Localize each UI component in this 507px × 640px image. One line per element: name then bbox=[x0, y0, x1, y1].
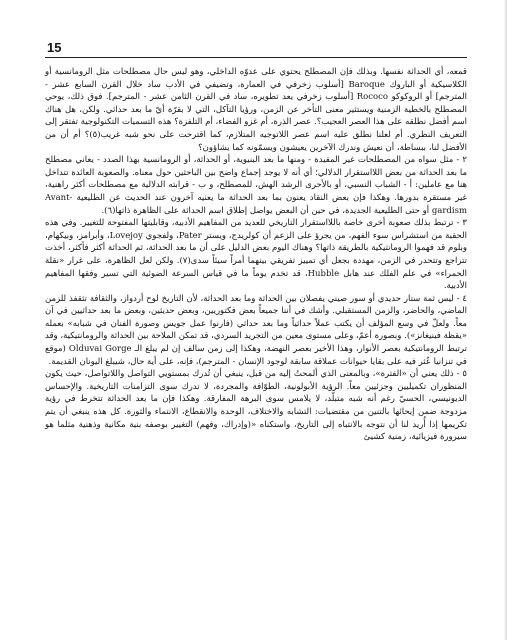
paragraph-5: ٥ - ذلك يعني أن «الفترة»، وبالمعنى الذي ألمحتُ إليه من قبل، ينبغي أن تُدرك بمستويي التواصل واللاتواصل، حيث يكون المنظوران تكميليين وجزئيين معاً. الرؤية الأبولونية، الطوّافة والمجردة، لا تدرك سوى التزامنات التاريخية. والإحساس الديونيسي، الحسيّ رغم أنه شبه متبلّد، لا يلامس سوى البرهة المفارقة. وهكذا فإن ما بعد الحداثة تتخرط في رؤية مزدوجة ضمن إيحائها بالتنين من مقتضيات: التشابه والاختلاف، الوحدة والانقطاع، الانتماء والثورة. كل هذه ينبغي أن يتم تكريمها إذا أُريد لنا أن نتوجه بالانتباه إلى التاريخ، واستكناه «(وإدراك، وفهم) التغيير بوصفه بنية مكانية وذهنية مثلما هو سيرورة فيزيائية، زمنية كشيئ bbox=[45, 369, 467, 443]
header-rule bbox=[45, 57, 467, 58]
paragraph-1: قمعه، أي الحداثة نفسها. وبذلك فإن المصطلح يحتوي على عدوّه الداخلي، وهو ليس حال مصطلحات مثل الرومانسية أو الكلاسيكية أو الباروك Baroque [أسلوب زخرفي في العمارة، وتضيفي في الأدب ساد خلال القرن السابع عشر - المترجم] أو الروكوكو Rococo [أسلوب زخرفي يعد تطويره، ساد في القرن الثامن عشر - المترجم]. فوق ذلك، يوحي المصطلح بالخطية الزمنية ويستثير معنى التأخر عن الزمن، ورؤيا التآكل، التي لا بقرّة أيّ ما بعد حداثي. ولكن، هل هناك اسم أفضل نطلقه على هذا العصر العجيب؟. عصر الذرة، أم غزو الفضاء، أم التلفزة؟ هذه التسميات التكنولوجية تفتقر إلى التعريف النظري. أم لعلنا نطلق عليه اسم عصر اللاتوجيه المتلازم، كما اقترحت على نحو شبه غريب(٥)؟ أم أن من الأفضل لنا، ببساطة، أن نعيش وندرك الآخرين يعيشون ويسمّونه كما يشاؤون؟ bbox=[45, 67, 468, 153]
page-number: 15 bbox=[47, 40, 62, 55]
paragraph-2: ٢ - مثل سواه من المصطلحات غير المقيدة - ومنها ما بعد البنيوية، أو الحداثة، أو الرومانسية بهذا الصدد - يعاني مصطلح ما بعد الحداثة من بعض اللااستقرار الدلالي؛ أي أنه لا يوجد إجماع واضح بين الباحثين حول معناه. والصعوبة العائدة تتداخل هنا مع عاملين: أ - الشباب النسبي، أو بالأحرى الرشد الهش، للمصطلح، و ب - قرابته الدلالية مع مصطلحات أكثر راهنية، غير مستقرة بدورها. وهكذا فإن بعض النقاد يعنون بما بعد الحداثة ما يعنيه آخرون عند الحديث عن الطليعية Avant-gardism أو حتى الطليعية الجديدة، في حين أن البعض يواصل إطلاق اسم الحداثة على الظاهرة ذاتها(٦). bbox=[45, 155, 467, 216]
body-text bbox=[45, 66, 467, 444]
paragraph-3: ٣ - ترتبط بذلك صعوبة أخرى خاصة باللااستقرار التاريخي للعديد من المفاهيم الأدبية، وقابليتها المفتوحة للتغيير. وفي هذه الحقبة من استشراس سوء الفهم، من يجرؤ على الزعم أن كولريدج، ويستر Pater، ولفجوي Lovejoy، وأبرامز، وبيكهام، وبلوم قد فهموا الرومانتيكية بالطريقة ذاتها؟ وهناك اليوم بعض الدليل على أن ما بعد الحداثة، ثم الحداثة أكثر فأكثر، أخذت تتراجع وتتحدر في الزمن، مهددة بجعل أي تمييز تفريقي بينهما أمراً سيئاً سدى(٧). ولكن لعل الظاهرة، على غرار «نقلة الحمراء» في علم الفلك عند هابل Hubble، قد تخدم يوماً ما في قياس السرعة الضوئية التي تسير وفقها المفاهيم الأدبية. bbox=[45, 218, 467, 292]
paragraph-4: ٤ - ليس ثمة ستار حديدي أو سور صيني يفصلان بين الحداثة وما بعد الحداثة، لأن التاريخ لوح أردواز، والثقافة تثقفذ للزمن الماضي، والحاضر، والزمن المستقبلي. وأشك في أننا جميعاً بعض فكتوريين، وبعض حديثين، وبعض ما بعد حداثيين في آن معاً. ولعلّ في وسع المؤلف أن يكتب عملاً حداثياً وما بعد حداثي (فارنوا عمل جويس وصورة الفنان في شبابه» بعمله «يقظة فينيغانز»). وبصورة أعمّ، وعلى مستوى معين من التجريد السردي، قد تمكن الملاحة بين الحداثة والرومانتيكية، وقد ترتبط الرومانتيكية بعصر الأنوار، وهذا الأخير بعصر النهضة، وهكذا إلى زمن سالف إن لم يبلغ الـ Olduvai Gorge (موقع في تنزانيا عُثر فيه على بقايا حيوانات عملاقة سابقة لوجود الإنسان - المترجم)، فإنه، على أية حال، شيبلغ اليونان القديمة. bbox=[45, 293, 467, 367]
